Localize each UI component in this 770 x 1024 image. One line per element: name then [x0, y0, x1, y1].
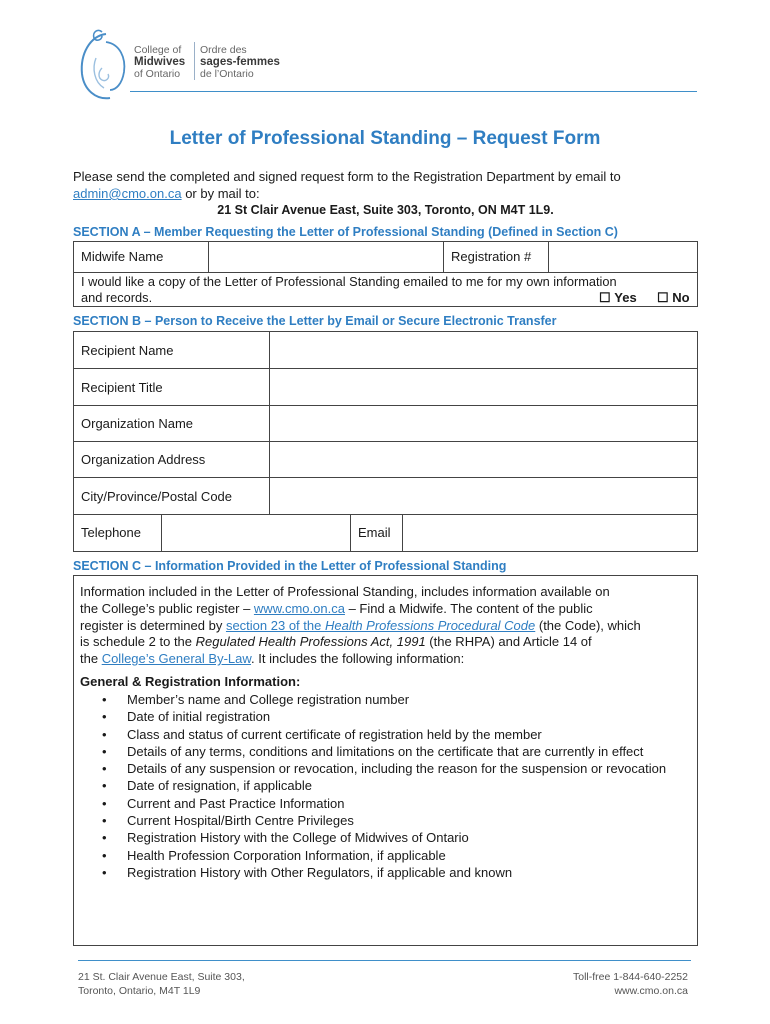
- list-item-text: Registration History with Other Regulators, if applicable and known: [127, 864, 513, 880]
- section-b-table: [73, 331, 698, 552]
- logo-fr-line-1: Ordre des: [200, 44, 247, 56]
- list-item: [80, 743, 680, 760]
- intro-text-2: or by mail to:: [181, 186, 260, 201]
- general-registration-heading: General & Registration Information:: [80, 674, 301, 689]
- list-item: [80, 691, 680, 708]
- city-province-postal-field[interactable]: [270, 478, 697, 514]
- list-item-text: Member’s name and College registration number: [127, 692, 410, 707]
- list-item: [80, 812, 680, 829]
- list-item-text: Registration History with the College of Midwives of Ontario: [127, 830, 469, 846]
- bullet-icon: •: [102, 795, 107, 811]
- city-province-postal-label: City/Province/Postal Code: [81, 489, 233, 504]
- recipient-title-label: Recipient Title: [81, 380, 163, 395]
- logo-text-english: [134, 44, 185, 80]
- list-item: [80, 847, 680, 864]
- mailing-address: 21 St Clair Avenue East, Suite 303, Toronto, ON M4T 1L9.: [217, 203, 554, 217]
- section-c-heading: SECTION C – Information Provided in the Letter of Professional Standing: [73, 559, 507, 573]
- desc-line-5a: the: [80, 651, 102, 667]
- bullet-icon: •: [102, 692, 107, 707]
- checkbox-icon: ☐: [599, 290, 611, 305]
- procedural-code-link[interactable]: [226, 618, 535, 633]
- row-divider: [74, 272, 697, 273]
- no-label: No: [672, 290, 690, 305]
- telephone-label: Telephone: [81, 525, 141, 540]
- yes-checkbox[interactable]: [592, 290, 637, 306]
- logo-fr-line-2: sages-femmes: [200, 56, 280, 68]
- bullet-icon: •: [102, 813, 107, 829]
- general-bylaw-link[interactable]: College’s General By-Law: [101, 651, 252, 667]
- list-item-text: Class and status of current certificate of registration held by the member: [127, 726, 542, 742]
- midwife-name-field[interactable]: [209, 242, 443, 272]
- header-divider: [130, 91, 697, 92]
- footer-website[interactable]: www.cmo.on.ca: [614, 985, 688, 997]
- midwives-logo-icon: [76, 28, 132, 104]
- list-item: [80, 829, 680, 846]
- list-item: [80, 726, 680, 743]
- list-item: [80, 777, 680, 794]
- list-item-text: Current Hospital/Birth Centre Privileges: [127, 813, 354, 829]
- footer-address: [78, 970, 245, 998]
- bullet-icon: •: [102, 709, 107, 725]
- desc-line-4a: is schedule 2 to the: [80, 634, 196, 650]
- logo-en-line-2: Midwives: [134, 56, 186, 68]
- logo-fr-line-3: de l’Ontario: [200, 68, 254, 80]
- bullet-icon: •: [102, 726, 107, 742]
- desc-line-2a: the College’s public register –: [80, 600, 254, 616]
- footer-divider: [78, 960, 691, 961]
- organization-name-field[interactable]: [270, 406, 697, 441]
- logo-en-line-1: College of: [134, 44, 182, 56]
- organization-address-field[interactable]: [270, 442, 697, 477]
- list-item-text: Current and Past Practice Information: [127, 795, 345, 811]
- midwife-name-label: Midwife Name: [81, 249, 164, 264]
- list-item: [80, 795, 680, 812]
- section-c-description: [80, 584, 692, 668]
- list-item: [80, 708, 680, 725]
- email-field[interactable]: [403, 515, 697, 552]
- bullet-icon: •: [102, 761, 107, 777]
- list-item-text: Details of any suspension or revocation, including the reason for the suspension or revocation: [127, 761, 667, 777]
- telephone-field[interactable]: [162, 515, 350, 552]
- desc-line-1: Information included in the Letter of Professional Standing, includes information available on: [80, 584, 610, 599]
- desc-line-2b: – Find a Midwife. The content of the public: [344, 600, 593, 616]
- bullet-icon: •: [102, 778, 107, 794]
- section-b-heading: SECTION B – Person to Receive the Letter by Email or Secure Electronic Transfer: [73, 314, 557, 328]
- copy-request-line-1: I would like a copy of the Letter of Professional Standing emailed to me for my own information: [81, 274, 617, 289]
- footer-address-line-2: Toronto, Ontario, M4T 1L9: [78, 985, 201, 997]
- logo-text-french: [200, 44, 280, 80]
- desc-line-3a: register is determined by: [80, 617, 226, 633]
- section-a-table: [73, 241, 698, 307]
- cmo-website-link[interactable]: www.cmo.on.ca: [253, 600, 345, 616]
- bullet-icon: •: [102, 743, 107, 759]
- email-link[interactable]: admin@cmo.on.ca: [73, 186, 182, 201]
- email-label: Email: [358, 525, 391, 540]
- desc-line-3b: (the Code), which: [535, 617, 641, 633]
- procedural-code-link-text-b: Health Professions Procedural Code: [324, 617, 536, 633]
- page-title: Letter of Professional Standing – Request Form: [169, 128, 601, 149]
- list-item-text: Date of initial registration: [127, 709, 271, 725]
- footer-contact: [573, 970, 688, 998]
- bullet-icon: •: [102, 864, 107, 880]
- recipient-name-field[interactable]: [270, 332, 697, 368]
- organization-address-label: Organization Address: [81, 452, 206, 467]
- desc-line-4b: (the RHPA) and Article 14 of: [425, 634, 592, 650]
- recipient-title-field[interactable]: [270, 369, 697, 405]
- logo-en-line-3: of Ontario: [134, 68, 181, 80]
- footer-tollfree: Toll-free 1-844-640-2252: [573, 971, 688, 983]
- list-item: [80, 864, 680, 881]
- footer-address-line-1: 21 St. Clair Avenue East, Suite 303,: [78, 971, 245, 983]
- intro-text-1: Please send the completed and signed request form to the Registration Department by email to: [73, 169, 621, 184]
- registration-label: Registration #: [451, 249, 532, 264]
- list-item-text: Health Profession Corporation Information, if applicable: [127, 847, 446, 863]
- checkbox-icon: ☐: [657, 290, 669, 305]
- list-item-text: Date of resignation, if applicable: [127, 778, 313, 794]
- logo-divider: [194, 42, 195, 80]
- list-item: [80, 760, 680, 777]
- no-checkbox[interactable]: [650, 290, 690, 306]
- recipient-name-label: Recipient Name: [81, 343, 174, 358]
- intro-paragraph: [73, 168, 698, 219]
- registration-number-field[interactable]: [549, 242, 697, 272]
- section-a-heading: SECTION A – Member Requesting the Letter of Professional Standing (Defined in Section C): [73, 225, 618, 239]
- rhpa-title: Regulated Health Professions Act, 1991: [195, 634, 426, 650]
- organization-name-label: Organization Name: [81, 416, 193, 431]
- bullet-icon: •: [102, 830, 107, 846]
- information-list: [80, 691, 680, 881]
- procedural-code-link-text-a: section 23 of the: [225, 617, 325, 633]
- bullet-icon: •: [102, 847, 107, 863]
- yes-label: Yes: [614, 290, 637, 305]
- desc-line-5b: . It includes the following information:: [251, 651, 465, 667]
- list-item-text: Details of any terms, conditions and limitations on the certificate that are currently in effect: [127, 743, 644, 759]
- copy-request-line-2: and records.: [81, 290, 153, 305]
- college-logo: [76, 28, 306, 104]
